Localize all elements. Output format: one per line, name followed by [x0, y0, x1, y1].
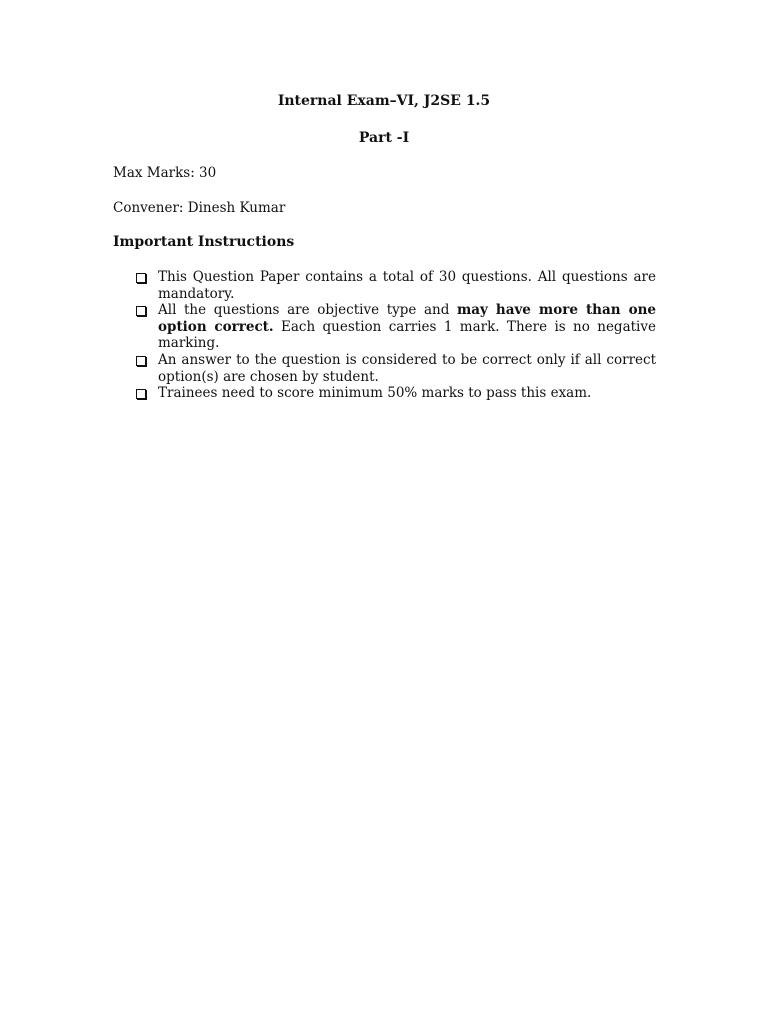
instruction-text: An answer to the question is considered to be correct only if all correct option(s) are chosen by student.	[158, 351, 656, 385]
part-heading: Part -I	[358, 130, 410, 146]
instructions-list	[136, 269, 656, 402]
list-item	[136, 302, 656, 352]
instruction-text-emphasis: may have more than one option correct.	[158, 302, 656, 335]
checkbox-icon	[136, 389, 146, 399]
instruction-text: Trainees need to score minimum 50% marks to pass this exam.	[158, 385, 592, 402]
page-title: Internal Exam–VI, J2SE 1.5	[277, 93, 491, 109]
max-marks-text: Max Marks: 30	[113, 165, 217, 181]
checkbox-icon	[136, 273, 146, 283]
checkbox-icon	[136, 306, 146, 316]
list-item	[136, 385, 656, 402]
list-item	[136, 269, 656, 302]
checkbox-icon	[136, 356, 146, 366]
list-item	[136, 352, 656, 385]
convener-text: Convener: Dinesh Kumar	[113, 200, 286, 216]
instruction-text-before: All the questions are objective type and	[158, 302, 457, 319]
instruction-text-after: Each question carries 1 mark. There is no negative marking.	[158, 318, 656, 352]
instruction-text: This Question Paper contains a total of 30 questions. All questions are mandatory.	[158, 269, 656, 302]
instructions-heading: Important Instructions	[113, 234, 295, 250]
